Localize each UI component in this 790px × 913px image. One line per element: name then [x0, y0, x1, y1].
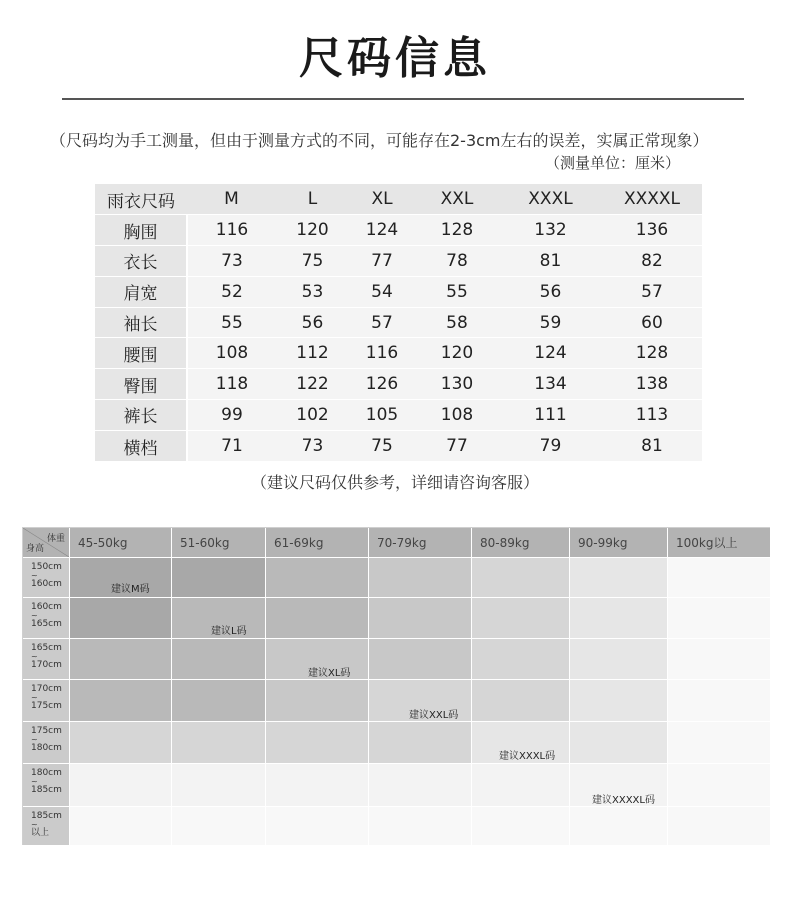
value-cell: 78 — [415, 246, 499, 277]
value-cell: 128 — [602, 338, 702, 369]
value-cell: 58 — [415, 307, 499, 338]
table-row — [95, 430, 702, 461]
height-range-end: 170cm — [31, 660, 62, 670]
weight-header: 51-60kg — [172, 528, 266, 558]
value-cell: 118 — [187, 369, 276, 400]
row-label: 肩宽 — [95, 276, 187, 307]
value-cell: 53 — [276, 276, 349, 307]
grid-cell — [472, 807, 570, 846]
weight-header: 61-69kg — [266, 528, 369, 558]
grid-cell — [172, 558, 266, 598]
grid-cell — [266, 598, 369, 639]
value-cell: 120 — [276, 215, 349, 246]
value-cell: 105 — [349, 400, 415, 431]
grid-cell — [266, 722, 369, 764]
weight-header: 70-79kg — [369, 528, 472, 558]
grid-cell — [70, 722, 172, 764]
value-cell: 71 — [187, 430, 276, 461]
grid-cell — [570, 558, 668, 598]
value-cell: 134 — [499, 369, 602, 400]
grid-cell — [472, 598, 570, 639]
height-axis-label: 身高 — [26, 544, 45, 554]
size-recommendation-label: 建议XXL码 — [409, 710, 459, 721]
value-cell: 81 — [602, 430, 702, 461]
grid-cell — [172, 807, 266, 846]
grid-cell — [70, 598, 172, 639]
height-range-start: 165cm — [31, 643, 62, 653]
value-cell: 59 — [499, 307, 602, 338]
table-row — [95, 369, 702, 400]
value-cell: 56 — [276, 307, 349, 338]
weight-header: 45-50kg — [70, 528, 172, 558]
value-cell: 99 — [187, 400, 276, 431]
height-header — [23, 639, 70, 680]
value-cell: 130 — [415, 369, 499, 400]
height-header — [23, 722, 70, 764]
value-cell: 132 — [499, 215, 602, 246]
grid-cell — [172, 639, 266, 680]
header-cell: 雨衣尺码 — [95, 184, 187, 215]
height-range-end: 180cm — [31, 743, 62, 753]
title-divider — [62, 98, 744, 100]
grid-cell — [570, 598, 668, 639]
value-cell: 120 — [415, 338, 499, 369]
grid-cell — [369, 807, 472, 846]
value-cell: 128 — [415, 215, 499, 246]
grid-cell — [369, 722, 472, 764]
height-range-start: 170cm — [31, 684, 62, 694]
header-cell: XXXL — [499, 184, 602, 215]
value-cell: 138 — [602, 369, 702, 400]
grid-cell — [266, 764, 369, 807]
value-cell: 112 — [276, 338, 349, 369]
value-cell: 77 — [349, 246, 415, 277]
height-header — [23, 680, 70, 722]
value-cell: 113 — [602, 400, 702, 431]
height-range-start: 175cm — [31, 726, 62, 736]
height-header — [23, 764, 70, 807]
table-row — [95, 215, 702, 246]
size-recommendation-label: 建议XXXXL码 — [592, 795, 655, 806]
height-range-end: 以上 — [31, 828, 50, 838]
header-cell: XL — [349, 184, 415, 215]
value-cell: 79 — [499, 430, 602, 461]
grid-cell — [570, 639, 668, 680]
weight-axis-label: 体重 — [46, 534, 65, 544]
grid-cell — [369, 598, 472, 639]
height-range-start: 180cm — [31, 768, 62, 778]
weight-header: 80-89kg — [472, 528, 570, 558]
size-table-header-row — [95, 184, 702, 215]
value-cell: 56 — [499, 276, 602, 307]
value-cell: 60 — [602, 307, 702, 338]
row-label: 袖长 — [95, 307, 187, 338]
range-tilde: ~ — [31, 693, 38, 702]
range-tilde: ~ — [31, 735, 38, 744]
row-label: 胸围 — [95, 215, 187, 246]
grid-cell — [70, 764, 172, 807]
grid-cell — [570, 680, 668, 722]
row-label: 横档 — [95, 430, 187, 461]
value-cell: 108 — [415, 400, 499, 431]
height-header — [23, 807, 70, 846]
value-cell: 73 — [187, 246, 276, 277]
header-cell: XXL — [415, 184, 499, 215]
height-range-end: 165cm — [31, 619, 62, 629]
value-cell: 136 — [602, 215, 702, 246]
grid-cell — [570, 722, 668, 764]
value-cell: 122 — [276, 369, 349, 400]
table-row — [95, 338, 702, 369]
grid-cell — [472, 764, 570, 807]
advice-note: （建议尺码仅供参考，详细请咨询客服） — [250, 473, 539, 492]
value-cell: 124 — [349, 215, 415, 246]
grid-cell — [472, 680, 570, 722]
height-range-start: 150cm — [31, 562, 62, 572]
size-recommendation-grid — [22, 527, 770, 845]
range-tilde: ~ — [31, 820, 38, 829]
grid-cell — [570, 807, 668, 846]
table-row — [95, 276, 702, 307]
grid-corner-cell — [23, 528, 70, 558]
value-cell: 116 — [187, 215, 276, 246]
measurement-note: （尺码均为手工测量，但由于测量方式的不同，可能存在2-3cm左右的误差，实属正常现象） — [50, 131, 709, 150]
value-cell: 73 — [276, 430, 349, 461]
grid-cell — [70, 680, 172, 722]
weight-header: 100kg以上 — [668, 528, 771, 558]
value-cell: 55 — [415, 276, 499, 307]
value-cell: 116 — [349, 338, 415, 369]
height-range-end: 160cm — [31, 579, 62, 589]
row-label: 腰围 — [95, 338, 187, 369]
size-recommendation-label: 建议M码 — [111, 584, 150, 595]
table-row — [95, 307, 702, 338]
value-cell: 82 — [602, 246, 702, 277]
height-header — [23, 558, 70, 598]
grid-cell — [266, 807, 369, 846]
header-cell: M — [187, 184, 276, 215]
row-label: 衣长 — [95, 246, 187, 277]
range-tilde: ~ — [31, 611, 38, 620]
size-recommendation-label: 建议XXXL码 — [499, 751, 556, 762]
value-cell: 124 — [499, 338, 602, 369]
value-cell: 75 — [349, 430, 415, 461]
height-range-start: 160cm — [31, 602, 62, 612]
grid-cell — [172, 764, 266, 807]
value-cell: 75 — [276, 246, 349, 277]
value-cell: 52 — [187, 276, 276, 307]
height-range-start: 185cm — [31, 811, 62, 821]
value-cell: 77 — [415, 430, 499, 461]
grid-cell — [668, 807, 771, 846]
grid-cell — [70, 807, 172, 846]
grid-cell — [472, 639, 570, 680]
grid-cell — [369, 558, 472, 598]
value-cell: 111 — [499, 400, 602, 431]
range-tilde: ~ — [31, 777, 38, 786]
grid-cell — [266, 558, 369, 598]
measurement-unit: （测量单位：厘米） — [544, 154, 680, 172]
page-title: 尺码信息 — [299, 33, 491, 84]
value-cell: 57 — [349, 307, 415, 338]
row-label: 臀围 — [95, 369, 187, 400]
grid-cell — [668, 558, 771, 598]
grid-cell — [369, 764, 472, 807]
value-cell: 55 — [187, 307, 276, 338]
grid-cell — [369, 639, 472, 680]
size-table — [95, 184, 702, 461]
table-row — [95, 246, 702, 277]
range-tilde: ~ — [31, 571, 38, 580]
table-row — [95, 400, 702, 431]
value-cell: 81 — [499, 246, 602, 277]
value-cell: 57 — [602, 276, 702, 307]
height-range-end: 175cm — [31, 701, 62, 711]
weight-header: 90-99kg — [570, 528, 668, 558]
grid-cell — [668, 680, 771, 722]
grid-cell — [668, 722, 771, 764]
grid-cell — [668, 598, 771, 639]
size-recommendation-label: 建议L码 — [211, 626, 247, 637]
grid-cell — [668, 764, 771, 807]
height-header — [23, 598, 70, 639]
size-recommendation-label: 建议XL码 — [308, 668, 351, 679]
range-tilde: ~ — [31, 652, 38, 661]
row-label: 裤长 — [95, 400, 187, 431]
grid-cell — [172, 722, 266, 764]
height-range-end: 185cm — [31, 785, 62, 795]
grid-cell — [172, 680, 266, 722]
grid-cell — [266, 680, 369, 722]
value-cell: 54 — [349, 276, 415, 307]
grid-cell — [70, 639, 172, 680]
grid-cell — [472, 558, 570, 598]
grid-cell — [668, 639, 771, 680]
value-cell: 102 — [276, 400, 349, 431]
header-cell: L — [276, 184, 349, 215]
header-cell: XXXXL — [602, 184, 702, 215]
value-cell: 108 — [187, 338, 276, 369]
value-cell: 126 — [349, 369, 415, 400]
